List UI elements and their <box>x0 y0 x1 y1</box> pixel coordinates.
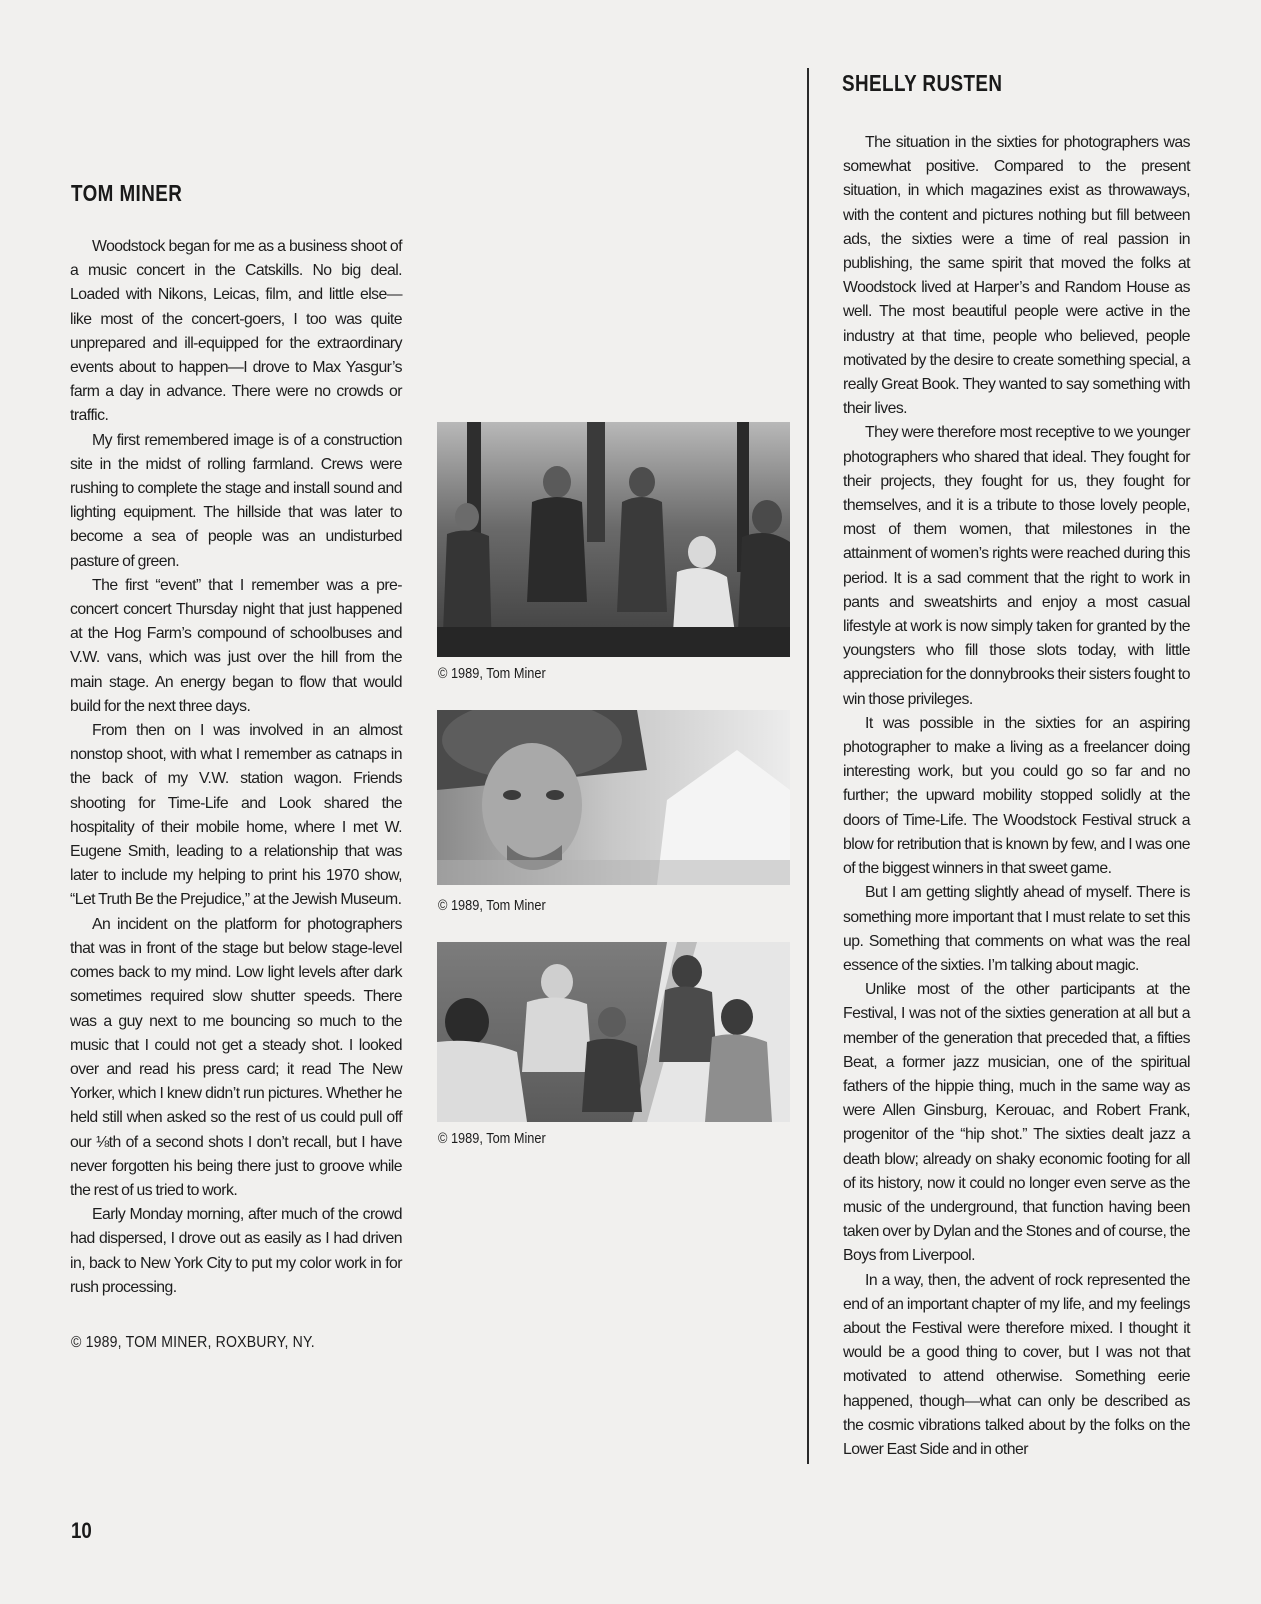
paragraph: The situation in the sixties for photographers was somewhat positive. Compared to the present situation, in which magazines exist as throwaways, with the content and pictures nothing but fill between ads, the sixties were a time of real passion in publishing, the same spirit that moved the folks at Woodstock lived at Harper’s and Random House as well. The most beautiful people were active in the industry at that time, people who believed, people motivated by the desire to create something special, a really Great Book. They wanted to say something with their lives. <box>843 134 1190 418</box>
column-divider <box>807 68 809 1464</box>
article-credit: © 1989, TOM MINER, ROXBURY, NY. <box>71 1334 315 1351</box>
paragraph: But I am getting slightly ahead of myself. There is something more important that I must relate to set this up. Something that comments on what was the real essence of the sixties. I’m talking about magic. <box>843 884 1190 974</box>
page-number: 10 <box>71 1518 92 1543</box>
tom-miner-article <box>70 235 402 1300</box>
paragraph: The first “event” that I remember was a pre-concert concert Thursday night that just happened at the Hog Farm’s compound of schoolbuses and V.W. vans, which was just over the hill from the main stage. An energy began to flow that would build for the next three days. <box>70 576 402 715</box>
photo-caption: © 1989, Tom Miner <box>438 666 546 682</box>
photo-portrait-young-man <box>437 710 790 885</box>
paragraph: Woodstock began for me as a business shoot of a music concert in the Catskills. No big deal. Loaded with Nikons, Leicas, film, and little else—like most of the concert-goers, I too was quite unprepared and ill-equipped for the extraordinary events about to happen—I drove to Max Yasgur’s farm a day in advance. There were no crowds or traffic. <box>70 238 402 425</box>
heading-shelly-rusten: SHELLY RUSTEN <box>842 70 1003 96</box>
photo-group-by-tent <box>437 942 790 1122</box>
paragraph: Early Monday morning, after much of the crowd had dispersed, I drove out as easily as I had driven in, back to New York City to put my color work in for rush processing. <box>70 1206 402 1296</box>
shelly-rusten-article <box>843 131 1190 1462</box>
paragraph: In a way, then, the advent of rock represented the end of an important chapter of my life, and my feelings about the Festival were therefore mixed. I thought it would be a good thing to cover, but I was not that motivated to attend otherwise. Something eerie happened, though—what can only be described as the cosmic vibrations talked about by the folks on the Lower East Side and in other <box>843 1271 1190 1458</box>
paragraph: Unlike most of the other participants at the Festival, I was not of the sixties generation at all but a member of the generation that preceded that, a fifties Beat, a former jazz musician, one of the spiritual fathers of the hippie thing, much in the same way as were Allen Ginsburg, Kerouac, and Robert Frank, progenitor of the “hip shot.” The sixties dealt jazz a death blow; already on shaky economic footing for all of its history, now it could no longer even serve as the music of the underground, that function having been taken over by Dylan and the Stones and of course, the Boys from Liverpool. <box>843 981 1190 1265</box>
paragraph: They were therefore most receptive to we younger photographers who shared that ideal. They fought for their projects, they fought for us, they fought for themselves, and it is a tribute to those lovely people, most of them women, that milestones in the attainment of women’s rights were reached during this period. It is a sad comment that the right to work in pants and sweatshirts and enjoy a most casual lifestyle at work is now simply taken for granted by the youngsters who fill those slots today, with little appreciation for the donnybrooks their sisters fought to win those privileges. <box>843 424 1190 708</box>
paragraph: It was possible in the sixties for an aspiring photographer to make a living as a freelancer doing interesting work, but you could go so far and no further; the upward mobility stopped solidly at the doors of Time-Life. The Woodstock Festival struck a blow for retribution that is known by few, and I was one of the biggest winners in that sweet game. <box>843 714 1190 878</box>
paragraph: My first remembered image is of a construction site in the midst of rolling farmland. Crews were rushing to complete the stage and install sound and lighting equipment. The hillside that was later to become a sea of people was an undisturbed pasture of green. <box>70 431 402 570</box>
paragraph: From then on I was involved in an almost nonstop shoot, with what I remember as catnaps in the back of my V.W. station wagon. Friends shooting for Time-Life and Look shared the hospitality of their mobile home, where I met W. Eugene Smith, leading to a relationship that was later to include my helping to print his 1970 show, “Let Truth Be the Prejudice,” at the Jewish Museum. <box>70 722 402 909</box>
heading-tom-miner: TOM MINER <box>71 180 183 206</box>
paragraph: An incident on the platform for photographers that was in front of the stage but below stage-level comes back to my mind. Low light levels after dark sometimes required slow shutter speeds. There was a guy next to me bouncing so much to the music that I could not get a steady shot. I looked over and read his press card; it read The New Yorker, which I knew didn’t run pictures. Whether he held still when asked so the rest of us could pull off our ⅛th of a second shots I don’t recall, but I have never forgotten his being there just to groove while the rest of us tried to work. <box>70 915 402 1199</box>
photo-group-in-woods <box>437 422 790 657</box>
photo-caption: © 1989, Tom Miner <box>438 1131 546 1147</box>
photo-caption: © 1989, Tom Miner <box>438 898 546 914</box>
